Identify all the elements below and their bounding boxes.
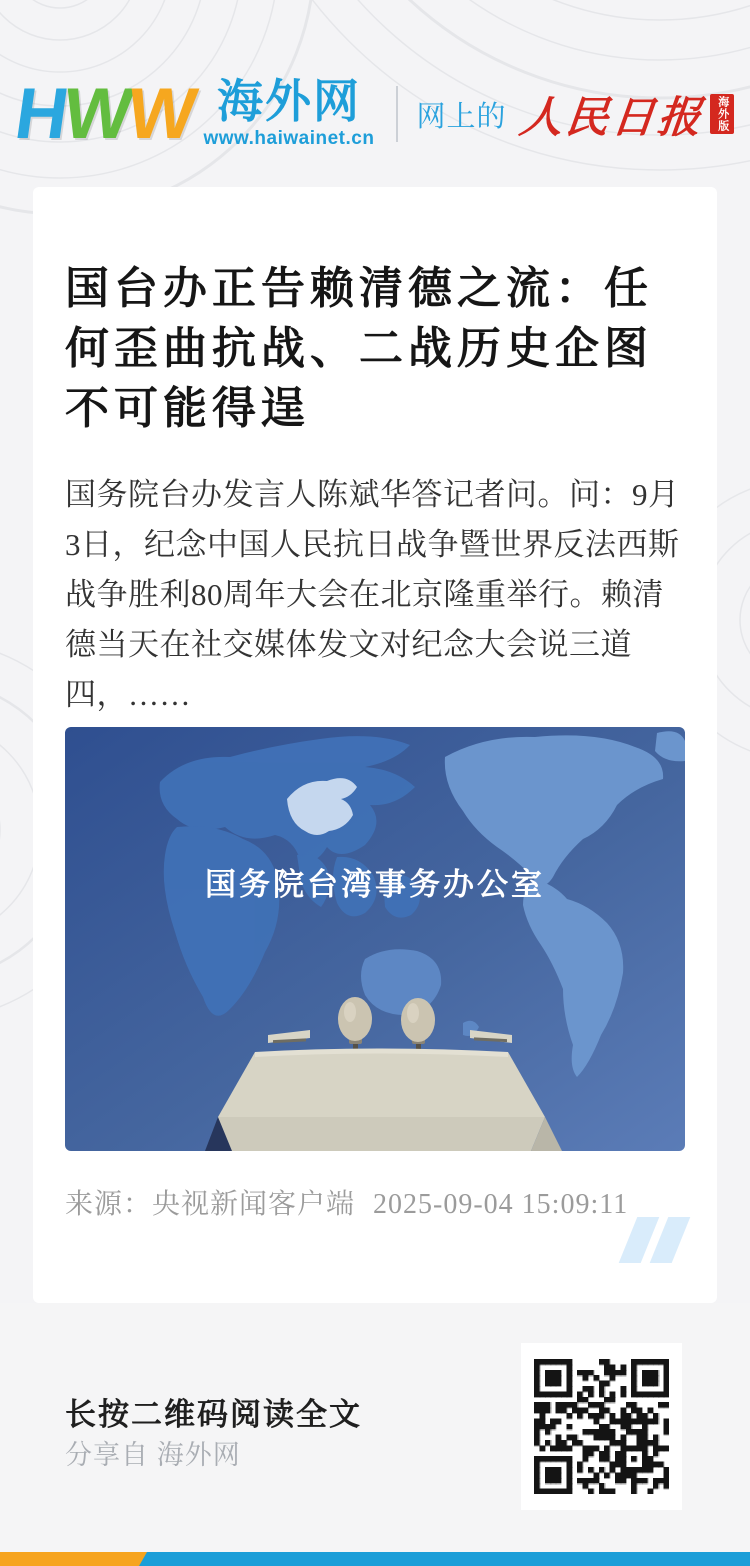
footer-share-from: 分享自 海外网 — [65, 1440, 241, 1470]
site-name-block[interactable] — [203, 78, 374, 149]
overseas-edition-badge: 海外版 — [710, 94, 734, 134]
footer — [0, 1303, 750, 1552]
source-label: 来源： — [65, 1189, 153, 1220]
qr-code[interactable] — [521, 1343, 682, 1510]
site-header — [0, 68, 750, 160]
site-name: 海外网 — [216, 76, 361, 128]
logo-letter-w2: W — [121, 74, 198, 154]
source-name: 央视新闻客户端 — [152, 1189, 356, 1220]
footer-cta-text: 长按二维码阅读全文 — [65, 1397, 362, 1432]
quote-icon — [619, 1217, 681, 1263]
peoples-daily-logo: 人民日报 — [517, 94, 707, 142]
article-excerpt: 国务院台办发言人陈斌华答记者问。问：9月3日，纪念中国人民抗日战争暨世界反法西斯战争胜利80周年大会在北京隆重举行。赖清德当天在社交媒体发文对纪念大会说三道四，…… — [65, 477, 680, 712]
source-row — [65, 1182, 628, 1222]
header-divider — [396, 86, 398, 142]
article-title: 国台办正告赖清德之流：任何歪曲抗战、二战历史企图不可能得逞 — [65, 264, 653, 433]
press-briefing-illustration — [65, 727, 685, 1151]
publish-timestamp: 2025-09-04 15:09:11 — [373, 1189, 629, 1220]
bottom-bar-orange — [0, 1552, 150, 1566]
microphone-right — [401, 998, 435, 1042]
tagline: 网上的 — [416, 100, 507, 133]
image-caption: 国务院台湾事务办公室 — [205, 867, 545, 902]
qr-code-canvas — [534, 1359, 669, 1494]
site-url: www.haiwainet.cn — [203, 127, 375, 149]
logo-letter-w1: W — [57, 74, 134, 154]
bottom-accent-bar — [0, 1552, 750, 1566]
news-image — [65, 727, 685, 1151]
logo-letter-h: H — [9, 74, 70, 154]
article-card — [33, 187, 717, 1303]
hww-logo[interactable] — [9, 74, 198, 154]
microphone-left — [338, 997, 372, 1041]
